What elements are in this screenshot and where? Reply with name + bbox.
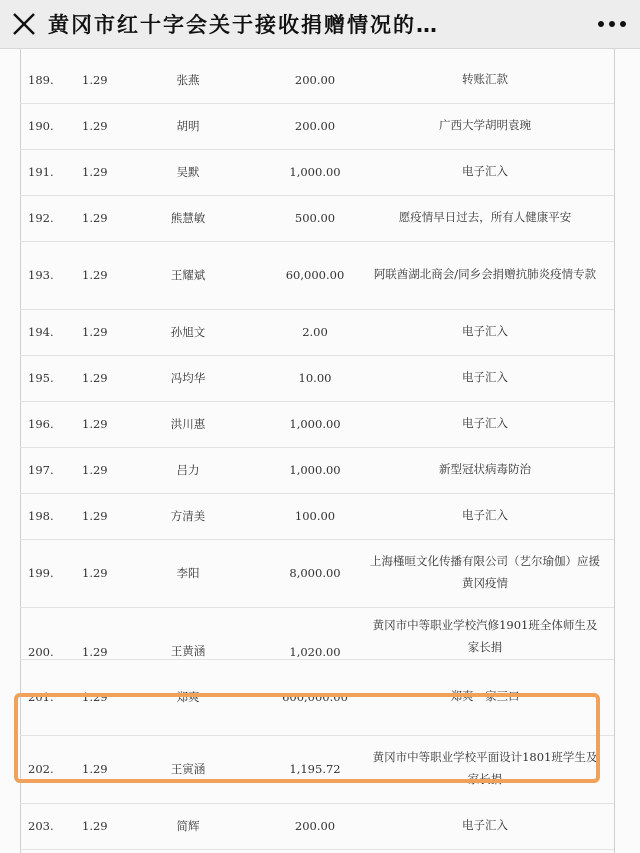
row-amount: 200.00 bbox=[294, 73, 336, 87]
row-amount: 2.00 bbox=[302, 325, 328, 339]
row-date: 1.29 bbox=[82, 211, 108, 225]
row-note: 电子汇入 bbox=[462, 416, 508, 431]
row-donor-name: 吴默 bbox=[176, 165, 200, 179]
row-number: 193. bbox=[28, 268, 54, 282]
table-row bbox=[20, 607, 614, 660]
row-number: 190. bbox=[28, 119, 54, 133]
table-row bbox=[20, 355, 614, 402]
row-number: 192. bbox=[28, 211, 54, 225]
row-date: 1.29 bbox=[82, 509, 108, 523]
row-donor-name: 简辉 bbox=[176, 819, 200, 833]
row-amount: 1,000.00 bbox=[289, 463, 341, 477]
row-number: 201. bbox=[28, 690, 54, 704]
row-date: 1.29 bbox=[82, 268, 108, 282]
row-donor-name: 李阳 bbox=[176, 566, 200, 580]
row-note: 黄冈市中等职业学校汽修1901班全体师生及家长捐 bbox=[372, 618, 598, 655]
table-row bbox=[20, 803, 614, 850]
row-number: 203. bbox=[28, 819, 54, 833]
row-amount: 10.00 bbox=[298, 371, 332, 385]
close-icon bbox=[11, 11, 37, 37]
row-number: 189. bbox=[28, 73, 54, 87]
table-row bbox=[20, 241, 614, 310]
row-donor-name: 郑爽 bbox=[176, 690, 200, 704]
row-donor-name: 洪川惠 bbox=[170, 417, 206, 431]
row-amount: 1,020.00 bbox=[289, 645, 341, 659]
more-button[interactable] bbox=[584, 0, 640, 48]
row-note: 电子汇入 bbox=[462, 324, 508, 339]
row-note: 转账汇款 bbox=[462, 72, 508, 87]
row-date: 1.29 bbox=[82, 762, 108, 776]
table-row bbox=[20, 401, 614, 448]
row-amount: 500.00 bbox=[294, 211, 336, 225]
row-note: 上海槿晅文化传播有限公司（艺尔瑜伽）应援黄冈疫情 bbox=[370, 554, 600, 590]
row-date: 1.29 bbox=[82, 819, 108, 833]
row-donor-name: 王耀斌 bbox=[170, 268, 206, 282]
row-date: 1.29 bbox=[82, 119, 108, 133]
row-amount: 200.00 bbox=[294, 119, 336, 133]
row-number: 194. bbox=[28, 325, 54, 339]
row-date: 1.29 bbox=[82, 417, 108, 431]
table-row bbox=[20, 195, 614, 242]
row-date: 1.29 bbox=[82, 690, 108, 704]
row-date: 1.29 bbox=[82, 645, 108, 659]
table-row bbox=[20, 309, 614, 356]
row-number: 202. bbox=[28, 762, 54, 776]
row-donor-name: 方清美 bbox=[170, 509, 206, 523]
row-donor-name: 胡明 bbox=[176, 119, 200, 133]
table-row bbox=[20, 539, 614, 608]
row-note: 新型冠状病毒防治 bbox=[439, 462, 531, 477]
page-title: 黄冈市红十字会关于接收捐赠情况的… bbox=[48, 13, 439, 37]
table-row bbox=[20, 103, 614, 150]
table-border-right bbox=[614, 49, 615, 853]
row-amount: 1,000.00 bbox=[289, 417, 341, 431]
row-number: 200. bbox=[28, 645, 54, 659]
row-date: 1.29 bbox=[82, 371, 108, 385]
row-number: 195. bbox=[28, 371, 54, 385]
row-number: 199. bbox=[28, 566, 54, 580]
table-row bbox=[20, 57, 614, 104]
row-date: 1.29 bbox=[82, 463, 108, 477]
row-note: 愿疫情早日过去，所有人健康平安 bbox=[398, 210, 572, 225]
highlight-box bbox=[14, 693, 600, 783]
table-row bbox=[20, 149, 614, 196]
row-note: 黄冈市中等职业学校平面设计1801班学生及家长捐 bbox=[372, 750, 598, 786]
row-number: 196. bbox=[28, 417, 54, 431]
row-note: 阿联酋湖北商会/同乡会捐赠抗肺炎疫情专款 bbox=[373, 267, 597, 282]
row-date: 1.29 bbox=[82, 73, 108, 87]
row-date: 1.29 bbox=[82, 325, 108, 339]
row-amount: 100.00 bbox=[294, 509, 336, 523]
row-donor-name: 熊慧敏 bbox=[170, 211, 206, 225]
row-note: 电子汇入 bbox=[462, 370, 508, 385]
row-date: 1.29 bbox=[82, 566, 108, 580]
row-note: 电子汇入 bbox=[462, 164, 508, 179]
row-amount: 600,000.00 bbox=[282, 690, 348, 704]
row-donor-name: 张燕 bbox=[176, 73, 200, 87]
row-number: 197. bbox=[28, 463, 54, 477]
row-note: 电子汇入 bbox=[462, 818, 508, 833]
row-note: 郑爽一家三口 bbox=[450, 689, 520, 704]
table-row bbox=[20, 493, 614, 540]
row-number: 191. bbox=[28, 165, 54, 179]
row-number: 198. bbox=[28, 509, 54, 523]
close-button[interactable] bbox=[0, 0, 48, 48]
row-donor-name: 冯均华 bbox=[170, 371, 206, 385]
row-amount: 8,000.00 bbox=[289, 566, 341, 580]
more-icon bbox=[597, 20, 627, 28]
table-row bbox=[20, 447, 614, 494]
row-note: 广西大学胡明袁琬 bbox=[439, 118, 531, 133]
row-note: 电子汇入 bbox=[462, 508, 508, 523]
row-amount: 1,195.72 bbox=[289, 762, 341, 776]
top-bar bbox=[0, 0, 640, 49]
row-date: 1.29 bbox=[82, 165, 108, 179]
row-amount: 200.00 bbox=[294, 819, 336, 833]
row-donor-name: 王黄涵 bbox=[170, 644, 206, 658]
row-donor-name: 孙旭文 bbox=[170, 325, 206, 339]
row-amount: 60,000.00 bbox=[285, 268, 345, 282]
row-donor-name: 王寅涵 bbox=[170, 762, 206, 776]
document-view[interactable] bbox=[0, 49, 640, 853]
row-amount: 1,000.00 bbox=[289, 165, 341, 179]
row-donor-name: 吕力 bbox=[176, 463, 200, 477]
